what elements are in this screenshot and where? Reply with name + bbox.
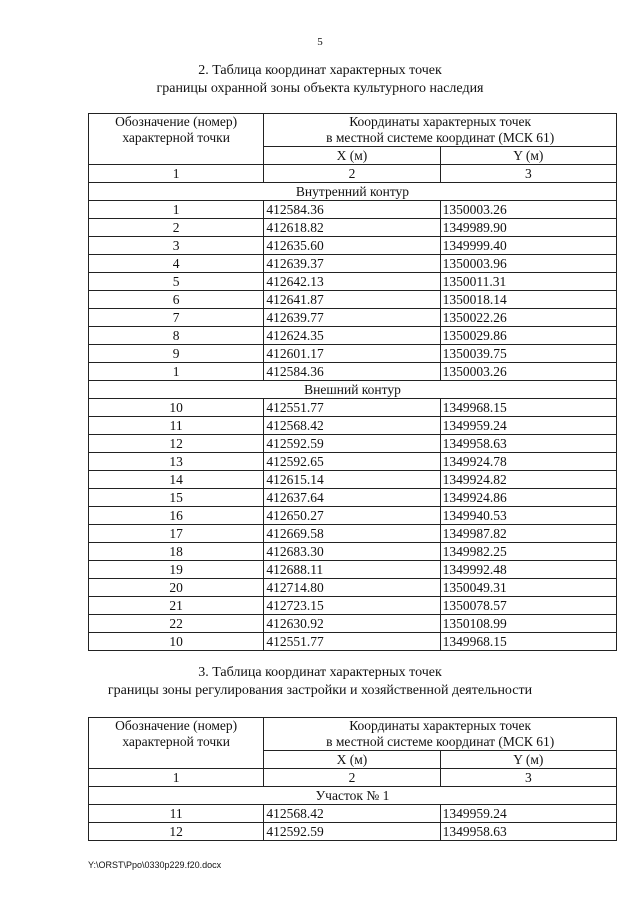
table-row: [89, 309, 617, 327]
header-x: X (м): [264, 147, 440, 165]
y-coordinate-cell: 1349968.15: [440, 633, 616, 651]
table-row: [89, 471, 617, 489]
header-x: X (м): [264, 751, 440, 769]
header-y: Y (м): [440, 147, 616, 165]
point-number-cell: 22: [89, 615, 264, 633]
table-row: [89, 633, 617, 651]
x-coordinate-cell: 412641.87: [264, 291, 440, 309]
column-number-3: 3: [440, 165, 616, 183]
x-coordinate-cell: 412618.82: [264, 219, 440, 237]
point-number-cell: 12: [89, 823, 264, 841]
y-coordinate-cell: 1349958.63: [440, 435, 616, 453]
y-coordinate-cell: 1350022.26: [440, 309, 616, 327]
y-coordinate-cell: 1350108.99: [440, 615, 616, 633]
y-coordinate-cell: 1349924.86: [440, 489, 616, 507]
x-coordinate-cell: 412568.42: [264, 417, 440, 435]
y-coordinate-cell: 1349924.82: [440, 471, 616, 489]
point-number-cell: 14: [89, 471, 264, 489]
point-number-cell: 3: [89, 237, 264, 255]
table3-title: [0, 664, 640, 700]
table-row: [89, 417, 617, 435]
table-row: [89, 363, 617, 381]
table-row: [89, 435, 617, 453]
point-number-cell: 13: [89, 453, 264, 471]
table-row: [89, 327, 617, 345]
table3-coordinates: [88, 717, 617, 841]
table-row: [89, 823, 617, 841]
y-coordinate-cell: 1349940.53: [440, 507, 616, 525]
y-coordinate-cell: 1350049.31: [440, 579, 616, 597]
x-coordinate-cell: 412639.77: [264, 309, 440, 327]
header-coordinates: [264, 114, 617, 147]
y-coordinate-cell: 1349987.82: [440, 525, 616, 543]
y-coordinate-cell: 1349924.78: [440, 453, 616, 471]
point-number-cell: 16: [89, 507, 264, 525]
y-coordinate-cell: 1349968.15: [440, 399, 616, 417]
table-row: [89, 507, 617, 525]
x-coordinate-cell: 412642.13: [264, 273, 440, 291]
table3-title-line1: 3. Таблица координат характерных точек: [198, 665, 442, 680]
point-number-cell: 9: [89, 345, 264, 363]
y-coordinate-cell: 1350039.75: [440, 345, 616, 363]
x-coordinate-cell: 412584.36: [264, 363, 440, 381]
table-row: [89, 489, 617, 507]
point-number-cell: 6: [89, 291, 264, 309]
y-coordinate-cell: 1349959.24: [440, 805, 616, 823]
header-coordinates-line1: Координаты характерных точек: [349, 114, 532, 129]
y-coordinate-cell: 1350018.14: [440, 291, 616, 309]
point-number-cell: 10: [89, 633, 264, 651]
column-number-3: 3: [440, 769, 616, 787]
table-row: [89, 597, 617, 615]
point-number-cell: 12: [89, 435, 264, 453]
x-coordinate-cell: 412637.64: [264, 489, 440, 507]
table-row: [89, 345, 617, 363]
point-number-cell: 19: [89, 561, 264, 579]
y-coordinate-cell: 1350003.26: [440, 363, 616, 381]
point-number-cell: 10: [89, 399, 264, 417]
y-coordinate-cell: 1349982.25: [440, 543, 616, 561]
x-coordinate-cell: 412723.15: [264, 597, 440, 615]
point-number-cell: 5: [89, 273, 264, 291]
y-coordinate-cell: 1350029.86: [440, 327, 616, 345]
table-row: [89, 399, 617, 417]
x-coordinate-cell: 412551.77: [264, 633, 440, 651]
table-row: [89, 273, 617, 291]
point-number-cell: 1: [89, 363, 264, 381]
file-path-footer: Y:\ORST\Ppo\0330p229.f20.docx: [88, 860, 222, 870]
x-coordinate-cell: 412624.35: [264, 327, 440, 345]
point-number-cell: 8: [89, 327, 264, 345]
point-number-cell: 11: [89, 805, 264, 823]
column-number-2: 2: [264, 769, 440, 787]
x-coordinate-cell: 412630.92: [264, 615, 440, 633]
point-number-cell: 2: [89, 219, 264, 237]
header-coordinates-line2: в местной системе координат (МСК 61): [326, 130, 555, 145]
x-coordinate-cell: 412568.42: [264, 805, 440, 823]
section-row: [89, 381, 617, 399]
column-number-1: 1: [89, 165, 264, 183]
section-title: Внутренний контур: [89, 183, 617, 201]
table-row: [89, 579, 617, 597]
x-coordinate-cell: 412551.77: [264, 399, 440, 417]
x-coordinate-cell: 412584.36: [264, 201, 440, 219]
x-coordinate-cell: 412601.17: [264, 345, 440, 363]
column-number-1: 1: [89, 769, 264, 787]
header-coordinates-line2: в местной системе координат (МСК 61): [326, 734, 555, 749]
section-title: Внешний контур: [89, 381, 617, 399]
table-row: [89, 525, 617, 543]
table-row: [89, 561, 617, 579]
y-coordinate-cell: 1350003.26: [440, 201, 616, 219]
table2-title: [0, 62, 640, 98]
table-row: [89, 615, 617, 633]
section-title: Участок № 1: [89, 787, 617, 805]
y-coordinate-cell: 1350011.31: [440, 273, 616, 291]
section-row: [89, 787, 617, 805]
header-coordinates-line1: Координаты характерных точек: [349, 718, 532, 733]
x-coordinate-cell: 412688.11: [264, 561, 440, 579]
header-point-designation: Обозначение (номер) характерной точки: [89, 114, 264, 165]
table-row: [89, 255, 617, 273]
y-coordinate-cell: 1349992.48: [440, 561, 616, 579]
x-coordinate-cell: 412639.37: [264, 255, 440, 273]
table-row: [89, 453, 617, 471]
table3-title-line2: границы зоны регулирования застройки и хозяйственной деятельности: [107, 683, 533, 698]
x-coordinate-cell: 412714.80: [264, 579, 440, 597]
y-coordinate-cell: 1349959.24: [440, 417, 616, 435]
x-coordinate-cell: 412650.27: [264, 507, 440, 525]
page-number: 5: [317, 36, 323, 48]
x-coordinate-cell: 412635.60: [264, 237, 440, 255]
x-coordinate-cell: 412669.58: [264, 525, 440, 543]
point-number-cell: 18: [89, 543, 264, 561]
point-number-cell: 15: [89, 489, 264, 507]
table-row: [89, 805, 617, 823]
x-coordinate-cell: 412683.30: [264, 543, 440, 561]
point-number-cell: 7: [89, 309, 264, 327]
x-coordinate-cell: 412592.59: [264, 435, 440, 453]
table2-title-line2: границы охранной зоны объекта культурного наследия: [156, 81, 484, 96]
y-coordinate-cell: 1350078.57: [440, 597, 616, 615]
point-number-cell: 20: [89, 579, 264, 597]
point-number-cell: 21: [89, 597, 264, 615]
table2-coordinates: [88, 113, 617, 651]
column-number-2: 2: [264, 165, 440, 183]
header-y: Y (м): [440, 751, 616, 769]
y-coordinate-cell: 1349989.90: [440, 219, 616, 237]
header-point-designation: Обозначение (номер) характерной точки: [89, 718, 264, 769]
point-number-cell: 17: [89, 525, 264, 543]
y-coordinate-cell: 1350003.96: [440, 255, 616, 273]
y-coordinate-cell: 1349999.40: [440, 237, 616, 255]
section-row: [89, 183, 617, 201]
point-number-cell: 11: [89, 417, 264, 435]
table-row: [89, 291, 617, 309]
x-coordinate-cell: 412615.14: [264, 471, 440, 489]
header-coordinates: [264, 718, 617, 751]
point-number-cell: 1: [89, 201, 264, 219]
x-coordinate-cell: 412592.65: [264, 453, 440, 471]
table-row: [89, 237, 617, 255]
table-row: [89, 543, 617, 561]
table-row: [89, 201, 617, 219]
table2-title-line1: 2. Таблица координат характерных точек: [198, 63, 442, 78]
x-coordinate-cell: 412592.59: [264, 823, 440, 841]
y-coordinate-cell: 1349958.63: [440, 823, 616, 841]
table-row: [89, 219, 617, 237]
point-number-cell: 4: [89, 255, 264, 273]
